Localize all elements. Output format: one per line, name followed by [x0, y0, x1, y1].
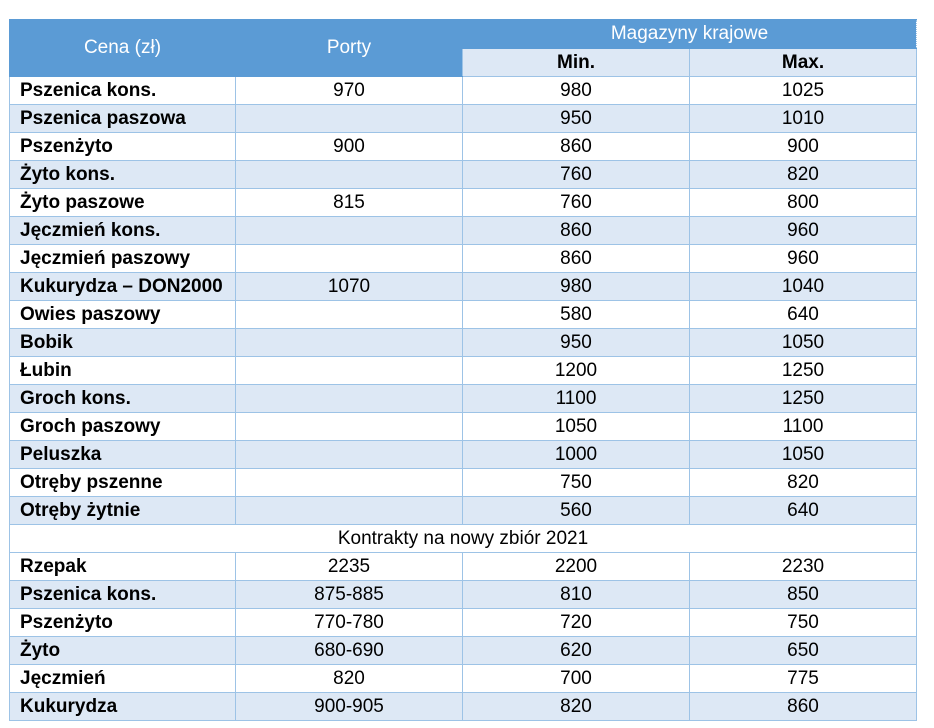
cell-product-name: Żyto: [10, 637, 236, 665]
cell-ports-price: 815: [236, 189, 463, 217]
cell-max-price: 1040: [690, 273, 917, 301]
cell-ports-price: [236, 497, 463, 525]
cell-max-price: 1250: [690, 385, 917, 413]
cell-max-price: 820: [690, 161, 917, 189]
cell-min-price: 950: [463, 329, 690, 357]
cell-product-name: Pszenica paszowa: [10, 105, 236, 133]
cell-product-name: Żyto paszowe: [10, 189, 236, 217]
cell-min-price: 620: [463, 637, 690, 665]
cell-product-name: Łubin: [10, 357, 236, 385]
cell-min-price: 860: [463, 245, 690, 273]
cell-max-price: 640: [690, 497, 917, 525]
table-row: [10, 329, 917, 357]
cell-ports-price: [236, 329, 463, 357]
cell-min-price: 1050: [463, 413, 690, 441]
cell-max-price: 1250: [690, 357, 917, 385]
cell-max-price: 1050: [690, 441, 917, 469]
cell-ports-price: [236, 413, 463, 441]
cell-product-name: Pszenica kons.: [10, 581, 236, 609]
cell-product-name: Kukurydza: [10, 693, 236, 721]
price-table-container: [9, 19, 916, 721]
cell-product-name: Jęczmień kons.: [10, 217, 236, 245]
section-title: Kontrakty na nowy zbiór 2021: [10, 525, 917, 553]
table-row: [10, 245, 917, 273]
cell-min-price: 820: [463, 693, 690, 721]
header-min-column: Min.: [463, 49, 690, 77]
grain-price-table: [9, 19, 917, 721]
table-row: [10, 189, 917, 217]
cell-min-price: 750: [463, 469, 690, 497]
cell-product-name: Żyto kons.: [10, 161, 236, 189]
cell-min-price: 2200: [463, 553, 690, 581]
cell-min-price: 1200: [463, 357, 690, 385]
header-row: [10, 20, 917, 49]
cell-ports-price: 970: [236, 77, 463, 105]
cell-product-name: Kukurydza – DON2000: [10, 273, 236, 301]
cell-product-name: Rzepak: [10, 553, 236, 581]
cell-max-price: 1025: [690, 77, 917, 105]
cell-max-price: 1050: [690, 329, 917, 357]
cell-min-price: 810: [463, 581, 690, 609]
cell-max-price: 1100: [690, 413, 917, 441]
table-row: [10, 273, 917, 301]
table-header: [10, 20, 917, 77]
cell-ports-price: 820: [236, 665, 463, 693]
cell-max-price: 850: [690, 581, 917, 609]
section-row: [10, 525, 917, 553]
cell-min-price: 580: [463, 301, 690, 329]
table-row: [10, 553, 917, 581]
cell-ports-price: 900: [236, 133, 463, 161]
table-body: [10, 77, 917, 721]
table-row: [10, 413, 917, 441]
cell-min-price: 560: [463, 497, 690, 525]
cell-max-price: 960: [690, 217, 917, 245]
table-row: [10, 77, 917, 105]
cell-max-price: 860: [690, 693, 917, 721]
header-ports-column: Porty: [236, 20, 463, 77]
cell-max-price: 750: [690, 609, 917, 637]
cell-max-price: 640: [690, 301, 917, 329]
header-max-column: Max.: [690, 49, 917, 77]
cell-ports-price: [236, 301, 463, 329]
cell-product-name: Groch kons.: [10, 385, 236, 413]
table-row: [10, 441, 917, 469]
cell-ports-price: [236, 441, 463, 469]
cell-min-price: 760: [463, 161, 690, 189]
cell-min-price: 760: [463, 189, 690, 217]
cell-ports-price: 680-690: [236, 637, 463, 665]
table-row: [10, 469, 917, 497]
cell-ports-price: 770-780: [236, 609, 463, 637]
table-row: [10, 609, 917, 637]
table-row: [10, 581, 917, 609]
cell-min-price: 860: [463, 133, 690, 161]
header-price-column: Cena (zł): [10, 20, 236, 77]
table-row: [10, 217, 917, 245]
cell-ports-price: [236, 217, 463, 245]
cell-max-price: 820: [690, 469, 917, 497]
cell-product-name: Peluszka: [10, 441, 236, 469]
cell-ports-price: [236, 105, 463, 133]
cell-product-name: Pszenżyto: [10, 133, 236, 161]
cell-max-price: 650: [690, 637, 917, 665]
cell-max-price: 2230: [690, 553, 917, 581]
cell-product-name: Jęczmień paszowy: [10, 245, 236, 273]
cell-max-price: 1010: [690, 105, 917, 133]
cell-min-price: 700: [463, 665, 690, 693]
table-row: [10, 637, 917, 665]
cell-ports-price: 2235: [236, 553, 463, 581]
cell-ports-price: 875-885: [236, 581, 463, 609]
cell-max-price: 960: [690, 245, 917, 273]
table-row: [10, 497, 917, 525]
cell-max-price: 775: [690, 665, 917, 693]
table-row: [10, 161, 917, 189]
cell-product-name: Groch paszowy: [10, 413, 236, 441]
cell-product-name: Jęczmień: [10, 665, 236, 693]
header-warehouses-column: Magazyny krajowe: [463, 20, 917, 49]
cell-min-price: 860: [463, 217, 690, 245]
cell-ports-price: [236, 469, 463, 497]
cell-ports-price: [236, 385, 463, 413]
cell-max-price: 800: [690, 189, 917, 217]
cell-min-price: 1100: [463, 385, 690, 413]
cell-product-name: Owies paszowy: [10, 301, 236, 329]
cell-product-name: Otręby pszenne: [10, 469, 236, 497]
table-row: [10, 357, 917, 385]
cell-product-name: Pszenica kons.: [10, 77, 236, 105]
cell-ports-price: 900-905: [236, 693, 463, 721]
cell-ports-price: [236, 245, 463, 273]
cell-product-name: Bobik: [10, 329, 236, 357]
cell-min-price: 980: [463, 77, 690, 105]
table-row: [10, 693, 917, 721]
cell-ports-price: [236, 357, 463, 385]
cell-product-name: Otręby żytnie: [10, 497, 236, 525]
table-row: [10, 665, 917, 693]
table-row: [10, 385, 917, 413]
table-row: [10, 301, 917, 329]
cell-max-price: 900: [690, 133, 917, 161]
cell-min-price: 980: [463, 273, 690, 301]
table-row: [10, 105, 917, 133]
cell-min-price: 950: [463, 105, 690, 133]
cell-ports-price: [236, 161, 463, 189]
cell-min-price: 720: [463, 609, 690, 637]
cell-product-name: Pszenżyto: [10, 609, 236, 637]
cell-ports-price: 1070: [236, 273, 463, 301]
cell-min-price: 1000: [463, 441, 690, 469]
table-row: [10, 133, 917, 161]
